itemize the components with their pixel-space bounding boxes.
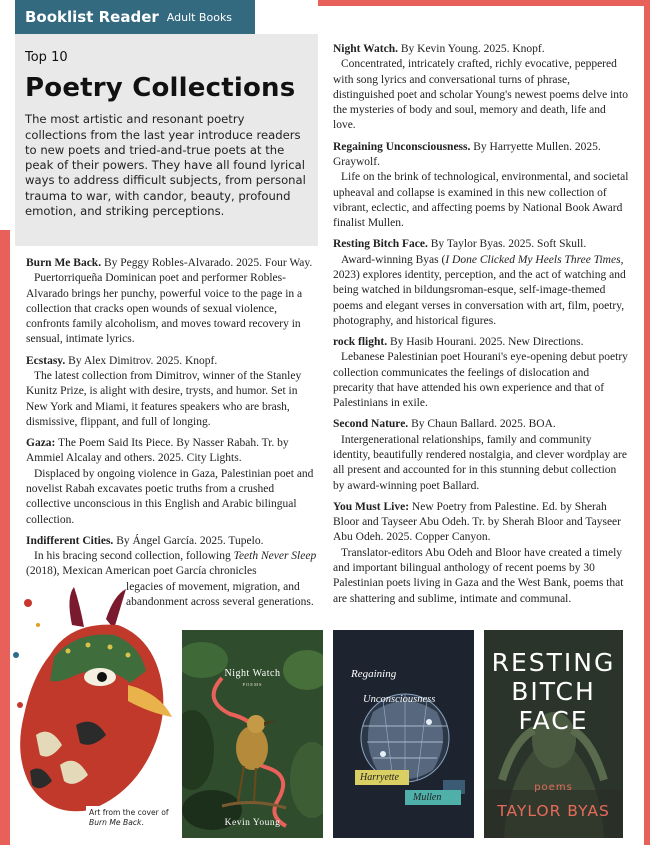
entry-body-italic: I Done Clicked My Heels Three Times: [445, 253, 621, 266]
caption-suffix: .: [141, 817, 144, 827]
resting-cover-title: [484, 648, 623, 735]
resting-cover-subtitle: poems: [534, 782, 573, 793]
mask-dot: [66, 649, 71, 654]
paint-splatter: [36, 623, 40, 627]
resting-bitch-face-cover: [484, 630, 623, 838]
entry-meta: New Poetry from Palestine. Ed. by Sherah Bloor and Tayseer Abu Odeh. Tr. by Sherah Bloor and Tayseer Abu Odeh. 2025. Copper Canyon.: [333, 500, 621, 544]
regaining-cover-art: [333, 630, 474, 838]
caption-title: Burn Me Back: [89, 817, 142, 827]
page-title: Poetry Collections: [25, 73, 296, 103]
entry-body: [333, 253, 629, 329]
bird-pupil: [97, 672, 107, 682]
regaining-cover-title-2: Unconsciousness: [363, 694, 436, 705]
horn-right: [106, 589, 126, 629]
entry-body: Lebanese Palestinian poet Hourani's eye-opening debut poetry collection communicates the feelings of dislocation and precarity that have attended his own experience and that of Palestinians in exile.: [333, 351, 628, 410]
entry-meta: By Harryette Mullen. 2025. Graywolf.: [333, 140, 601, 168]
night-watch-cover-author: Kevin Young: [224, 818, 281, 828]
entry-title: Gaza:: [26, 437, 56, 450]
night-watch-cover-title: Night Watch: [224, 668, 281, 679]
entry-rock-flight: [333, 335, 629, 411]
regaining-cover-author-last: Mullen: [405, 790, 461, 805]
entry-body: The latest collection from Dimitrov, winner of the Stanley Kunitz Prize, is alight with desire, trysts, and humor. Set in New York and Miami, it features speakers who are brash, dismissive, flippant, and full of longing.: [26, 369, 302, 428]
entry-body-continued: legacies of movement, migration, and abandonment across several generations.: [126, 580, 314, 608]
entry-body: Intergenerational relationships, family and community identity, beautifully rendered nostalgia, and clever wordplay are all present and accounted for in this stunning debut collection by award-winning poet Ballard.: [333, 433, 627, 492]
entry-ecstasy: [26, 354, 318, 430]
entry-title: Resting Bitch Face.: [333, 238, 428, 251]
kicker: Top 10: [25, 50, 68, 65]
entry-resting-bitch-face: [333, 237, 629, 329]
mask-dot: [126, 653, 131, 658]
entry-meta: By Hasib Hourani. 2025. New Directions.: [387, 336, 584, 349]
entry-body: Puertorriqueña Dominican poet and performer Robles-Alvarado brings her punchy, powerful voice to the page in a collection that cracks open wounds of sexual violence, confronts family alcoholism, and moves toward recovery in sensual, intimate lyrics.: [26, 272, 303, 346]
entry-body-part: In his bracing second collection, following: [34, 550, 234, 563]
resting-cover-line-1: RESTING: [491, 648, 616, 677]
horn-left: [69, 587, 84, 627]
entry-body: [26, 549, 318, 580]
resting-cover-author: TAYLOR BYAS: [497, 802, 610, 820]
burn-me-back-cover-art: [10, 585, 178, 835]
resting-cover-line-3: FACE: [518, 706, 589, 735]
entry-second-nature: [333, 417, 629, 493]
paint-splatter: [24, 599, 32, 607]
regaining-cover-author-first: Harryette: [355, 770, 409, 785]
entry-title: Burn Me Back.: [26, 257, 102, 269]
bird-head: [247, 715, 265, 733]
right-accent-bar: [644, 0, 650, 845]
caption-prefix: Art from the cover of: [89, 808, 169, 817]
entry-title: Indifferent Cities.: [26, 534, 114, 547]
entry-body-part: , 2023) explores identity, perception, and the act of watching and being watched in bildungsroman-esque, self-image-themed poems and elegant verses in conversation with art, film, poetry, photography, and historical figures.: [333, 253, 626, 327]
entry-body: Displaced by ongoing violence in Gaza, Palestinian poet and novelist Rabah excavates poetic truths from a crushed collective unconscious in this English and Arabic bilingual collection.: [26, 467, 314, 526]
entry-title: rock flight.: [333, 336, 388, 349]
entry-body: Concentrated, intricately crafted, richly evocative, peppered with song lyrics and conversational turns of phrase, distinguished poet and scholar Young's newest poems delve into the mysteries of body and soul, memory and death, life and love.: [333, 58, 628, 132]
entry-meta: The Poem Said Its Piece. By Nasser Rabah. Tr. by Ammiel Alcalay and others. 2025. City Lights.: [26, 437, 289, 465]
entry-body-part: Award-winning Byas (: [341, 253, 446, 266]
entry-meta: By Kevin Young. 2025. Knopf.: [397, 43, 545, 55]
regaining-unconsciousness-cover: [333, 630, 474, 838]
entry-body: Translator-editors Abu Odeh and Bloor have created a timely and important bilingual anthology of recent poems by 30 Palestinian poets living in Gaza and the West Bank, poems that are shattering and sublime, intimate and communal.: [333, 546, 624, 605]
entry-regaining-unconsciousness: [333, 140, 629, 232]
left-accent-bar: [0, 230, 10, 845]
entry-meta: By Taylor Byas. 2025. Soft Skull.: [427, 238, 587, 251]
night-watch-cover: [182, 630, 323, 838]
entry-title: Regaining Unconsciousness.: [333, 140, 471, 153]
regaining-cover-title-1: Regaining: [351, 668, 397, 680]
intro-box: [15, 34, 318, 246]
intro-text: The most artistic and resonant poetry collections from the last year introduce readers to new poets and tried-and-true poets at the peak of their powers. They have all found lyrical ways to address difficult subjects, from personal trauma to war, with candor, beauty, profound emotion, and striking perceptions.: [25, 112, 306, 219]
mask-dot: [108, 645, 113, 650]
entry-meta: By Chaun Ballard. 2025. BOA.: [408, 418, 556, 431]
art-caption: [86, 806, 176, 830]
entry-meta: By Alex Dimitrov. 2025. Knopf.: [65, 354, 218, 367]
entry-title: Second Nature.: [333, 418, 409, 431]
resting-cover-line-2: BITCH: [511, 677, 596, 706]
bird-figure: [236, 726, 268, 770]
entry-burn-me-back: [26, 256, 318, 348]
entry-title: Night Watch.: [333, 43, 398, 55]
mask-dot: [86, 643, 91, 648]
night-watch-cover-subtitle: POEMS: [242, 682, 263, 687]
night-watch-cover-art: [182, 630, 323, 838]
entry-meta: By Ángel García. 2025. Tupelo.: [113, 534, 264, 547]
entry-body: Life on the brink of technological, environmental, and societal upheaval and collapse is examined in this new collection of vibrant, eclectic, and affecting poems by National Book Award finalist Mullen.: [333, 171, 629, 230]
entry-title: Ecstasy.: [26, 354, 66, 367]
left-column: [26, 256, 318, 616]
entry-body-italic: Teeth Never Sleep: [233, 550, 317, 563]
paint-splatter: [17, 702, 23, 708]
header-bar: [15, 0, 255, 34]
section-label: Adult Books: [166, 10, 233, 24]
entry-meta: By Peggy Robles-Alvarado. 2025. Four Way.: [101, 257, 313, 269]
entry-night-watch: [333, 42, 629, 134]
top-accent-bar: [318, 0, 650, 6]
entry-you-must-live: [333, 500, 629, 607]
entry-title: You Must Live:: [333, 500, 410, 513]
right-column: [333, 42, 629, 613]
brand-name: Booklist Reader: [25, 8, 159, 26]
entry-body-part: (2018), Mexican American poet García chronicles: [26, 565, 257, 578]
paint-splatter: [13, 652, 19, 658]
entry-gaza: [26, 436, 318, 528]
